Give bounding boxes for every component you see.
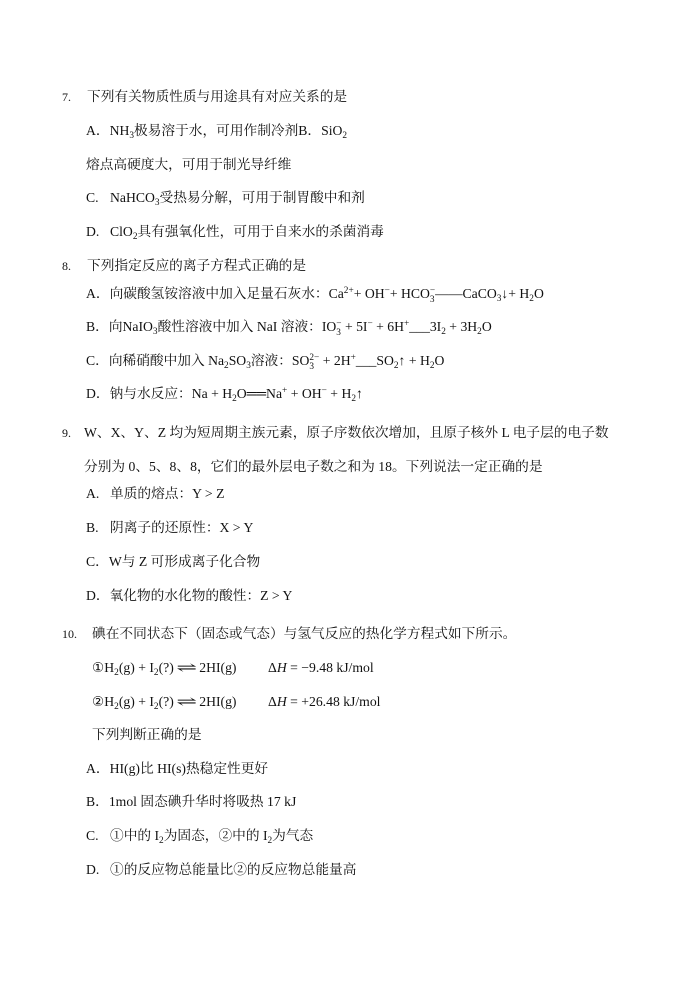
option-text (110, 761, 269, 776)
text-run: ↑ (355, 386, 363, 401)
subscript: 2 (477, 326, 482, 337)
text-run: W与 Z 可形成离子化合物 (108, 554, 261, 569)
text-run: O (481, 319, 492, 334)
text-run: ②H (92, 694, 115, 709)
text-run: 具有强氧化性，可用于自来水的杀菌消毒 (137, 224, 384, 239)
option-c (86, 351, 444, 371)
option-text (110, 486, 224, 501)
text-run: 向稀硝酸中加入 Na (108, 353, 225, 368)
text-run: HI(g)比 HI(s)热稳定性更好 (109, 761, 269, 776)
option-text (109, 123, 348, 141)
text-run: (g) + I (118, 660, 154, 675)
text-run: + OH (287, 386, 322, 401)
superscript: − (429, 285, 436, 296)
text-run: (g) + I (118, 694, 154, 709)
option-label: A． (86, 286, 110, 301)
superscript: + (350, 353, 356, 364)
subscript: 3 (496, 293, 502, 304)
question-stem: 碘在不同状态下（固态或气态）与氢气反应的热化学方程式如下所示。 (92, 626, 517, 641)
equation-1-reaction (92, 658, 236, 678)
option-a (86, 759, 268, 779)
option-label: D. (86, 224, 100, 239)
option-text (109, 285, 544, 305)
text-run: ___SO (355, 353, 394, 368)
text-run: O (533, 286, 544, 301)
option-d (86, 586, 292, 606)
question-number: 7. (62, 90, 71, 104)
option-label: A. (86, 486, 100, 501)
option-a (86, 284, 544, 304)
subscript: 2 (441, 326, 446, 337)
text-run: + 6H (372, 319, 405, 334)
option-label: C. (86, 190, 99, 205)
subscript: 3 (154, 197, 160, 208)
option-c (86, 188, 365, 208)
text-run: + 5I (341, 319, 368, 334)
text-run: 为气态 (272, 828, 314, 843)
option-text (109, 386, 363, 404)
italic-symbol: H (276, 660, 287, 675)
subscript: 2 (114, 701, 119, 712)
question-number: 8. (62, 259, 71, 273)
option-b-continued: 熔点高硬度大，可用于制光导纤维 (86, 157, 292, 172)
question-stem: 下列有关物质性质与用途具有对应关系的是 (87, 89, 348, 104)
superscript: + (404, 319, 410, 330)
text-run: SO (228, 353, 247, 368)
option-label: C. (86, 828, 99, 843)
text-run: + H (326, 386, 352, 401)
text-run: 2HI(g) (199, 694, 237, 709)
subscript: 3 (129, 130, 135, 141)
option-label: C． (86, 554, 109, 569)
option-text (110, 520, 253, 535)
text-run: ClO (110, 224, 133, 239)
text-run: O (434, 353, 445, 368)
subscript: 3 (429, 294, 435, 305)
option-c (86, 552, 260, 572)
text-run: ——CaCO (435, 286, 497, 301)
option-text (110, 224, 384, 242)
subscript: 2 (153, 701, 159, 712)
text-run: + OH (353, 286, 385, 301)
text-run: ↑ + H (398, 353, 430, 368)
italic-symbol: H (276, 694, 287, 709)
option-label: B． (86, 319, 109, 334)
option-text (110, 588, 293, 603)
text-run: 酸性溶液中加入 NaI 溶液：IO (157, 319, 337, 334)
equilibrium-arrow: ⇌ (176, 694, 197, 710)
text-run: 向碳酸氢铵溶液中加入足量石灰水：Ca (109, 286, 344, 301)
equation-1-enthalpy (268, 658, 374, 678)
superscript: 2+ (343, 286, 354, 297)
text-run: 单质的熔点：Y > Z (110, 486, 225, 501)
option-text (109, 794, 296, 809)
text-run: = +26.48 kJ/mol (286, 694, 381, 709)
superscript: − (336, 318, 342, 329)
text-run: 2HI(g) (199, 660, 237, 675)
text-run: 阴离子的还原性：X > Y (110, 520, 254, 535)
superscript: − (384, 286, 390, 297)
option-text (110, 828, 314, 846)
question-stem: 下列指定反应的离子方程式正确的是 (87, 258, 307, 273)
option-label: B. (86, 520, 99, 535)
text-run: ↓+ H (501, 286, 530, 301)
option-label: C． (86, 353, 109, 368)
text-run: 极易溶于水，可用作制冷剂B．SiO (134, 123, 343, 138)
text-run: (?) (158, 694, 174, 709)
option-label: D． (86, 386, 110, 401)
text-run: 为固态，②中的 I (163, 828, 268, 843)
subscript: 2 (351, 393, 356, 404)
text-run: O══Na (236, 386, 283, 401)
text-run: ①的反应物总能量比②的反应物总能量高 (110, 862, 357, 877)
subscript: 3 (246, 360, 251, 371)
question-stem-line-1: W、X、Y、Z 均为短周期主族元素，原子序数依次增加，且原子核外 L 电子层的电子数 (84, 425, 609, 440)
option-b (86, 792, 296, 812)
option-c (86, 826, 313, 846)
subscript: 2 (114, 667, 119, 678)
option-d (86, 860, 356, 880)
subscript: 2 (393, 360, 399, 371)
option-b (86, 518, 253, 538)
option-text (110, 862, 356, 877)
text-run: ___3I (409, 319, 442, 334)
option-text (108, 352, 445, 372)
text-run: + 3H (445, 319, 478, 334)
option-text (109, 554, 260, 569)
text-run: (?) (158, 660, 174, 675)
text-run: 钠与水反应：Na + H (109, 386, 233, 401)
subscript: 2 (429, 360, 435, 371)
subscript: 2 (153, 667, 159, 678)
text-run: NH (109, 123, 130, 138)
option-d (86, 222, 384, 242)
option-label: B． (86, 794, 109, 809)
text-run: 溶液：SO (250, 353, 310, 368)
subscript: 3 (309, 361, 315, 372)
text-run: ①H (92, 660, 115, 675)
subscript: 2 (267, 835, 273, 846)
superscript: − (367, 319, 373, 330)
text-run: Δ (268, 694, 277, 709)
text-run: Δ (268, 660, 277, 675)
superscript: + (282, 386, 288, 397)
option-a (86, 484, 224, 504)
text-run: ①中的 I (110, 828, 160, 843)
question-prompt: 下列判断正确的是 (92, 727, 202, 742)
subscript: 3 (336, 327, 341, 338)
equation-2-enthalpy (268, 692, 380, 712)
question-number: 9. (62, 426, 71, 440)
superscript: 2− (309, 352, 320, 363)
subscript: 2 (132, 231, 138, 242)
subscript: 2 (224, 360, 229, 371)
option-label: D. (86, 862, 100, 877)
text-run: 受热易分解，可用于制胃酸中和剂 (159, 190, 365, 205)
option-b (86, 317, 492, 337)
option-a (86, 121, 347, 141)
subscript: 2 (159, 835, 164, 846)
text-run: + 2H (319, 353, 351, 368)
text-run: + HCO (389, 286, 430, 301)
subscript: 3 (152, 326, 158, 337)
option-d (86, 384, 363, 404)
text-run: 1mol 固态碘升华时将吸热 17 kJ (108, 794, 297, 809)
equation-2-reaction (92, 692, 236, 712)
text-run: NaHCO (110, 190, 155, 205)
text-run: 向NaIO (108, 319, 153, 334)
question-number: 10. (62, 627, 77, 641)
option-text (108, 318, 492, 338)
option-label: A． (86, 123, 110, 138)
subscript: 2 (342, 130, 348, 141)
option-label: D． (86, 588, 110, 603)
option-label: A． (86, 761, 110, 776)
equilibrium-arrow: ⇌ (176, 660, 197, 676)
subscript: 2 (232, 393, 237, 404)
text-run: 氧化物的水化物的酸性：Z > Y (109, 588, 293, 603)
superscript: − (321, 386, 327, 397)
option-text (110, 190, 365, 208)
question-stem-line-2: 分别为 0、5、8、8，它们的最外层电子数之和为 18。下列说法一定正确的是 (84, 459, 543, 474)
sub-sup-script (309, 354, 319, 372)
text-run: = −9.48 kJ/mol (286, 660, 374, 675)
subscript: 2 (529, 293, 534, 304)
